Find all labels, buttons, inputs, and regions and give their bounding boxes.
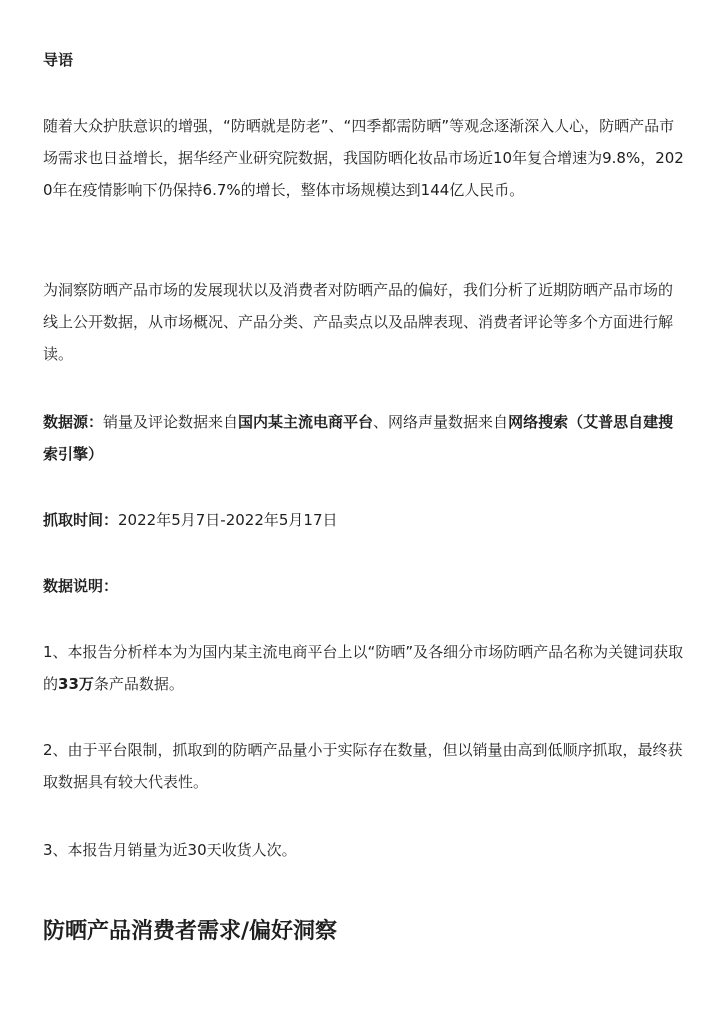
data-note-1 [43, 636, 685, 700]
crawl-time-value: 2022年5月7日-2022年5月17日 [118, 511, 338, 529]
data-source-text-2: 、网络声量数据来自 [373, 413, 509, 431]
data-source-search: 网络搜索（艾普思自建搜索引擎） [43, 413, 674, 463]
data-source-paragraph [43, 406, 685, 470]
data-source-label: 数据源： [43, 413, 104, 431]
data-note-1-count: 33万 [58, 675, 94, 693]
data-source-text-1: 销量及评论数据来自 [103, 413, 239, 431]
intro-paragraph-market: 随着大众护肤意识的增强，“防晒就是防老”、“四季都需防晒”等观念逐渐深入人心，防晒产品市场需求也日益增长，据华经产业研究院数据，我国防晒化妆品市场近10年复合增速为9.8%，2020年在疫情影响下仍保持6.7%的增长，整体市场规模达到144亿人民币。 [43, 117, 684, 199]
crawl-time-line [43, 504, 685, 536]
crawl-time-label: 抓取时间： [43, 511, 119, 529]
intro-heading: 导语 [43, 51, 74, 69]
data-notes-heading: 数据说明： [43, 577, 119, 595]
data-source-platform: 国内某主流电商平台 [238, 413, 374, 431]
data-note-2: 2、由于平台限制，抓取到的防晒产品量小于实际存在数量，但以销量由高到低顺序抓取，最终获取数据具有较大代表性。 [43, 741, 683, 791]
data-note-1-text-1: 1、本报告分析样本为为国内某主流电商平台上以“防晒”及各细分市场防晒产品名称为关键词获取的 [43, 643, 684, 693]
intro-paragraph-purpose: 为洞察防晒产品市场的发展现状以及消费者对防晒产品的偏好，我们分析了近期防晒产品市场的线上公开数据，从市场概况、产品分类、产品卖点以及品牌表现、消费者评论等多个方面进行解读。 [43, 281, 674, 363]
data-note-1-text-2: 条产品数据。 [93, 675, 184, 693]
data-note-3: 3、本报告月销量为近30天收货人次。 [43, 841, 297, 859]
section-title: 防晒产品消费者需求/偏好洞察 [43, 919, 338, 944]
